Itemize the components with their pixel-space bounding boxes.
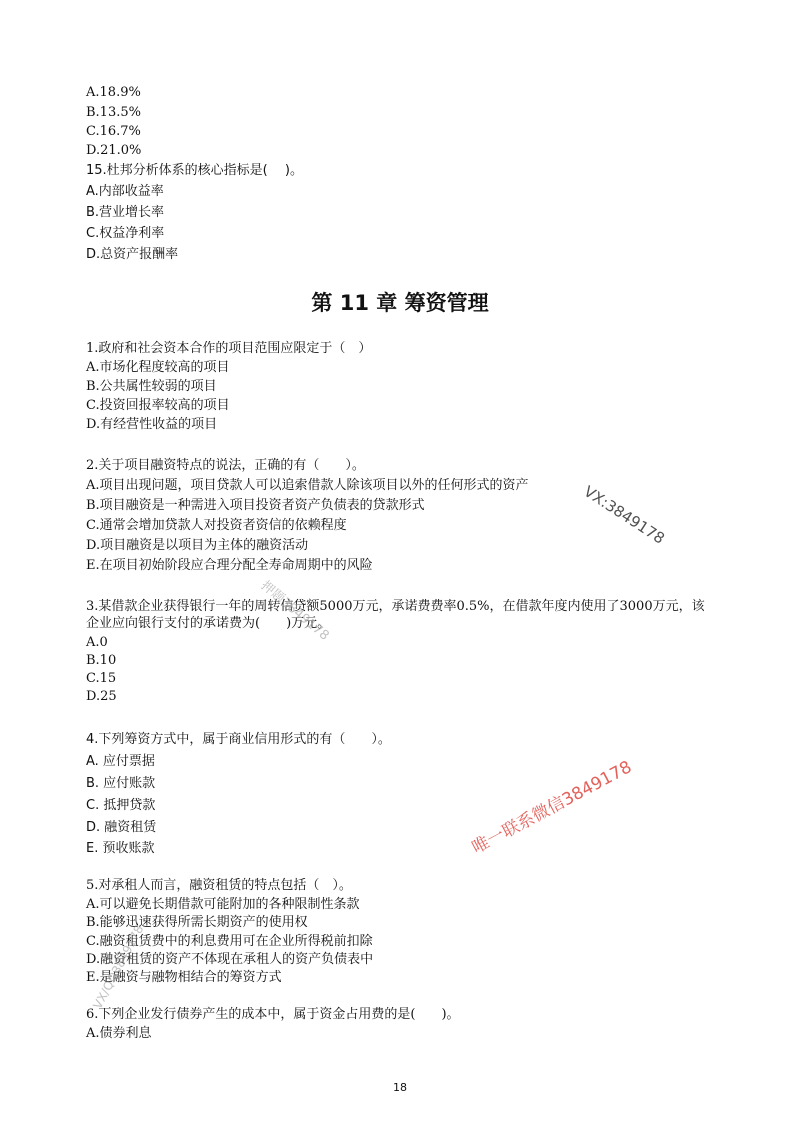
q15-stem: 15.杜邦分析体系的核心指标是( )。 — [86, 163, 303, 178]
prev-option-b: B.13.5% — [86, 105, 141, 120]
watermark-contact-wechat: 唯一联系微信3849178 — [468, 757, 636, 859]
q5-option-b: B.能够迅速获得所需长期资产的使用权 — [86, 915, 308, 930]
q15-option-a: A.内部收益率 — [86, 184, 164, 199]
q4-option-e: E. 预收账款 — [86, 841, 155, 856]
q5-option-d: D.融资租赁的资产不体现在承租人的资产负债表中 — [86, 952, 374, 967]
q4-option-b: B. 应付账款 — [86, 776, 156, 791]
q3-stem-line2: 企业应向银行支付的承诺费为( )万元。 — [86, 616, 331, 631]
chapter-title: 第 11 章 筹资管理 — [311, 291, 489, 315]
q3-option-d: D.25 — [86, 689, 117, 704]
q6-option-a: A.债券利息 — [86, 1026, 152, 1041]
watermark-faint-middle: 押题3849178 — [257, 578, 332, 644]
q2-stem: 2.关于项目融资特点的说法，正确的有（ ）。 — [86, 458, 365, 473]
q5-option-c: C.融资租赁费中的利息费用可在企业所得税前扣除 — [86, 934, 373, 949]
q3-option-a: A.0 — [86, 635, 108, 650]
q6-stem: 6.下列企业发行债券产生的成本中，属于资金占用费的是( )。 — [86, 1007, 460, 1022]
q15-option-d: D.总资产报酬率 — [86, 247, 179, 262]
watermark-faint-bottom: VX/QQ3849178 — [90, 922, 147, 1012]
q3-option-c: C.15 — [86, 671, 117, 686]
q4-option-d: D. 融资租赁 — [86, 820, 157, 835]
q15-option-c: C.权益净利率 — [86, 226, 165, 241]
prev-option-c: C.16.7% — [86, 124, 141, 139]
q2-option-e: E.在项目初始阶段应合理分配全寿命周期中的风险 — [86, 558, 373, 573]
prev-option-d: D.21.0% — [86, 143, 142, 158]
q5-option-a: A.可以避免长期借款可能附加的各种限制性条款 — [86, 897, 360, 912]
q4-option-c: C. 抵押贷款 — [86, 798, 156, 813]
q1-option-d: D.有经营性收益的项目 — [86, 417, 218, 432]
prev-option-a: A.18.9% — [86, 85, 141, 100]
q4-stem: 4.下列筹资方式中，属于商业信用形式的有（ ）。 — [86, 732, 391, 747]
q1-option-a: A.市场化程度较高的项目 — [86, 360, 230, 375]
q1-option-c: C.投资回报率较高的项目 — [86, 398, 230, 413]
q5-option-e: E.是融资与融物相结合的筹资方式 — [86, 970, 282, 985]
q15-option-b: B.营业增长率 — [86, 205, 165, 220]
q3-stem-line1: 3.某借款企业获得银行一年的周转信贷额5000万元，承诺费费率0.5%，在借款年度内使用了3000万元，该 — [86, 599, 705, 614]
q3-option-b: B.10 — [86, 653, 117, 668]
q4-option-a: A. 应付票据 — [86, 754, 155, 769]
page-number: 18 — [393, 1081, 407, 1094]
q2-option-c: C.通常会增加贷款人对投资者资信的依赖程度 — [86, 518, 347, 533]
q2-option-d: D.项目融资是以项目为主体的融资活动 — [86, 538, 309, 553]
watermark-vx-id: VX:3849178 — [580, 482, 668, 548]
q2-option-b: B.项目融资是一种需进入项目投资者资产负债表的贷款形式 — [86, 498, 425, 513]
q2-option-a: A.项目出现问题，项目贷款人可以追索借款人除该项目以外的任何形式的资产 — [86, 478, 529, 493]
q1-option-b: B.公共属性较弱的项目 — [86, 379, 217, 394]
q5-stem: 5.对承租人而言，融资租赁的特点包括（ ）。 — [86, 878, 352, 893]
q1-stem: 1.政府和社会资本合作的项目范围应限定于（ ） — [86, 341, 372, 356]
